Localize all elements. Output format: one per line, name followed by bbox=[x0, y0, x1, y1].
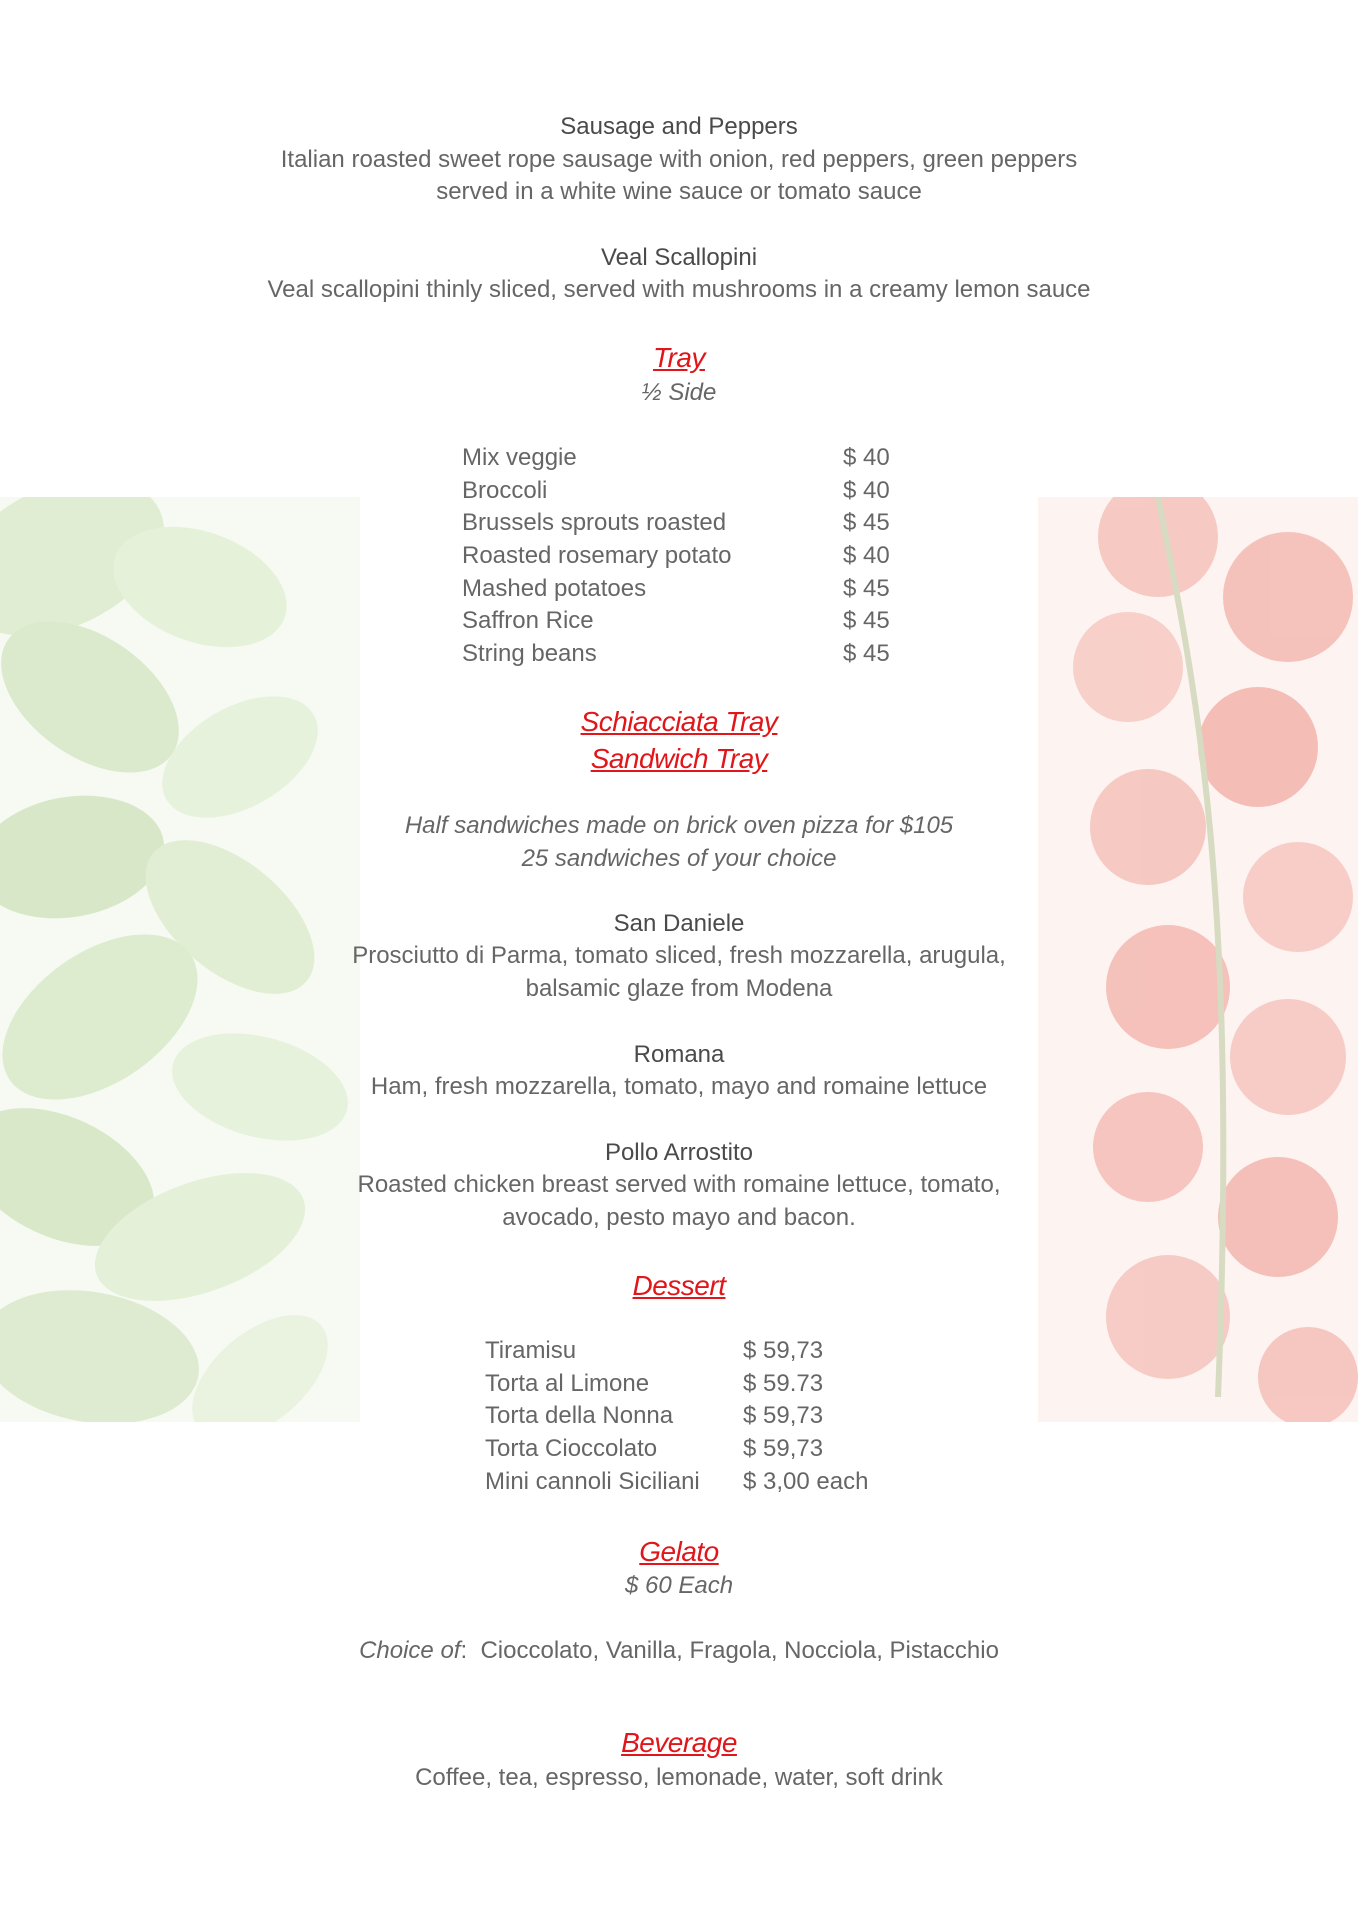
gelato-choices bbox=[0, 1635, 1358, 1667]
list-item bbox=[485, 1335, 885, 1368]
item-name: Saffron Rice bbox=[462, 607, 594, 635]
sandwich-description: Roasted chicken breast served with romaine lettuce, tomato, bbox=[357, 1171, 1001, 1198]
item-price: $ 59,73 bbox=[743, 1402, 824, 1430]
item-price: $ 45 bbox=[843, 509, 890, 537]
item-price: $ 3,00 each bbox=[743, 1467, 869, 1495]
item-name: Mix veggie bbox=[462, 444, 577, 471]
menu-item-description: Veal scallopini thinly sliced, served with mushrooms in a creamy lemon sauce bbox=[267, 276, 1091, 303]
list-item bbox=[485, 1466, 885, 1499]
list-item bbox=[485, 1433, 885, 1466]
sandwich-tray-note: Half sandwiches made on brick oven pizza for $105 bbox=[404, 812, 954, 839]
list-item bbox=[462, 638, 902, 671]
menu-item-title: Sausage and Peppers bbox=[560, 113, 798, 140]
menu-item-title: Veal Scallopini bbox=[600, 244, 758, 271]
item-name: Roasted rosemary potato bbox=[462, 542, 732, 570]
menu-item-description: Italian roasted sweet rope sausage with onion, red peppers, green peppers bbox=[280, 146, 1078, 173]
item-price: $ 59.73 bbox=[743, 1369, 824, 1397]
sandwich-tray-note: 25 sandwiches of your choice bbox=[521, 845, 837, 872]
tray-price-list bbox=[462, 442, 902, 671]
item-name: Torta della Nonna bbox=[485, 1402, 674, 1430]
item-name: Brussels sprouts roasted bbox=[462, 509, 727, 537]
item-price: $ 45 bbox=[843, 607, 890, 635]
menu-item-description: served in a white wine sauce or tomato sauce bbox=[436, 178, 922, 205]
sandwich-title: San Daniele bbox=[613, 910, 745, 937]
sandwich-description: Ham, fresh mozzarella, tomato, mayo and romaine lettuce bbox=[370, 1073, 988, 1100]
gelato-choice-separator: : bbox=[460, 1637, 468, 1664]
item-price: $ 45 bbox=[843, 640, 890, 668]
gelato-choice-label: Choice of bbox=[359, 1637, 461, 1664]
list-item bbox=[462, 475, 902, 508]
section-heading-schiacciata-tray: Schiacciata Tray bbox=[580, 706, 778, 737]
beverage-list: Coffee, tea, espresso, lemonade, water, soft drink bbox=[415, 1764, 943, 1791]
tray-subheading: ½ Side bbox=[641, 379, 717, 406]
sandwich-title: Romana bbox=[633, 1041, 725, 1068]
section-heading-dessert: Dessert bbox=[632, 1270, 726, 1301]
sandwich-description: balsamic glaze from Modena bbox=[525, 975, 833, 1002]
item-name: String beans bbox=[462, 640, 597, 668]
list-item bbox=[462, 540, 902, 573]
section-heading-tray: Tray bbox=[653, 342, 705, 373]
section-heading-sandwich-tray: Sandwich Tray bbox=[590, 743, 768, 774]
item-price: $ 40 bbox=[843, 476, 890, 504]
dessert-price-list bbox=[485, 1335, 885, 1498]
section-heading-gelato: Gelato bbox=[639, 1536, 719, 1567]
item-price: $ 59,73 bbox=[743, 1337, 824, 1364]
item-price: $ 40 bbox=[843, 542, 890, 570]
item-price: $ 59,73 bbox=[743, 1435, 824, 1463]
list-item bbox=[462, 442, 902, 475]
item-name: Tiramisu bbox=[485, 1337, 577, 1364]
sandwich-description: avocado, pesto mayo and bacon. bbox=[502, 1204, 856, 1231]
list-item bbox=[462, 507, 902, 540]
section-heading-beverage: Beverage bbox=[621, 1727, 737, 1758]
list-item bbox=[462, 605, 902, 638]
item-name: Mini cannoli Siciliani bbox=[485, 1467, 700, 1495]
item-name: Broccoli bbox=[462, 476, 548, 504]
gelato-price: $ 60 Each bbox=[624, 1572, 734, 1599]
item-price: $ 45 bbox=[843, 574, 890, 602]
gelato-flavors: Cioccolato, Vanilla, Fragola, Nocciola, Pistacchio bbox=[480, 1637, 999, 1664]
item-price: $ 40 bbox=[843, 444, 890, 471]
item-name: Mashed potatoes bbox=[462, 574, 647, 602]
list-item bbox=[485, 1368, 885, 1401]
list-item bbox=[485, 1400, 885, 1433]
sandwich-title: Pollo Arrostito bbox=[604, 1139, 754, 1166]
list-item bbox=[462, 573, 902, 606]
item-name: Torta al Limone bbox=[485, 1369, 650, 1397]
item-name: Torta Cioccolato bbox=[485, 1435, 658, 1463]
sandwich-description: Prosciutto di Parma, tomato sliced, fresh mozzarella, arugula, bbox=[352, 942, 1006, 969]
